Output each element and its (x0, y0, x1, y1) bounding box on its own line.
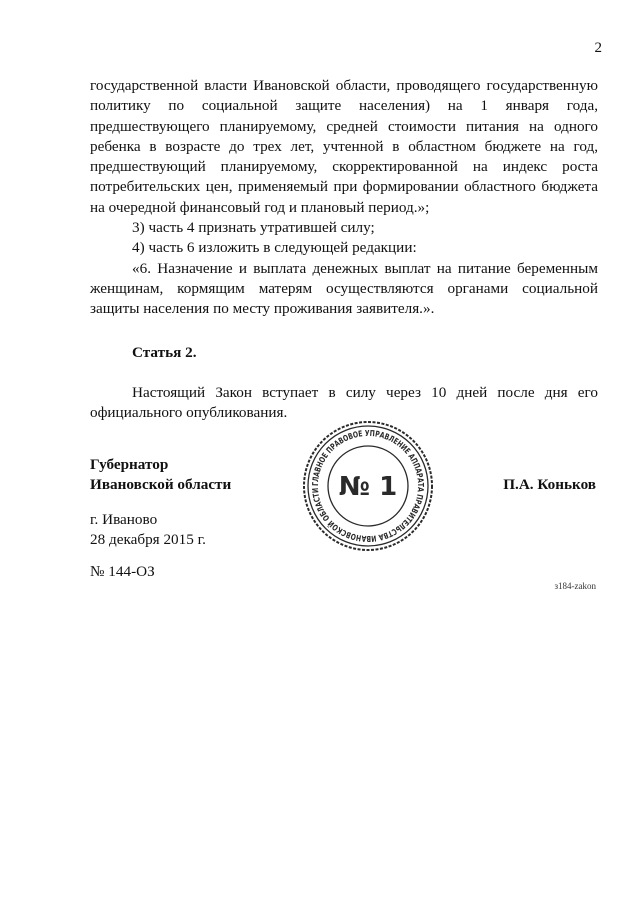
official-seal (300, 418, 436, 554)
document-body (90, 76, 598, 423)
seal-number: № 1 (338, 472, 398, 502)
signer-name: П.А. Коньков (503, 476, 596, 493)
law-number: № 144-ОЗ (90, 563, 155, 580)
date: 28 декабря 2015 г. (90, 531, 206, 548)
paragraph-item-3: 3) часть 4 признать утратившей силу; (132, 219, 375, 237)
place: г. Иваново (90, 511, 158, 528)
place-and-date (90, 510, 206, 550)
paragraph-continuation: государственной власти Ивановской области, проводящего государственную политику по социальной защите населения) на 1 января года, предшествующего планируемому, средней стоимости питания на одного ребенка в возрасте до трех лет, учтенной в областном бюджете на год, предшествующий планируемому, скорректированной на индекс роста потребительских цен, применяемый при формировании областного бюджета на очередной финансовый год и плановый период.»; (90, 77, 598, 216)
signer-position-line1: Губернатор (90, 456, 169, 473)
paragraph-item-4: 4) часть 6 изложить в следующей редакции: (132, 239, 417, 257)
signer-position-line2: Ивановской области (90, 476, 232, 493)
article-title: Статья 2. (132, 343, 197, 361)
page-number: 2 (594, 40, 602, 56)
paragraph-new-part-6: «6. Назначение и выплата денежных выплат на питание беременным женщинам, кормящим матерям осуществляются органами социальной защиты населения по месту проживания заявителя.». (90, 259, 598, 318)
signer-position (90, 455, 231, 495)
document-code: з184-zakon (554, 581, 596, 591)
article-text: Настоящий Закон вступает в силу через 10 дней после дня его официального опубликования. (90, 383, 598, 422)
seal-ring-textpath: ГЛАВНОЕ ПРАВОВОЕ УПРАВЛЕНИЕ АППАРАТА ПРАВИТЕЛЬСТВА ИВАНОВСКОЙ ОБЛАСТИ (309, 427, 427, 545)
